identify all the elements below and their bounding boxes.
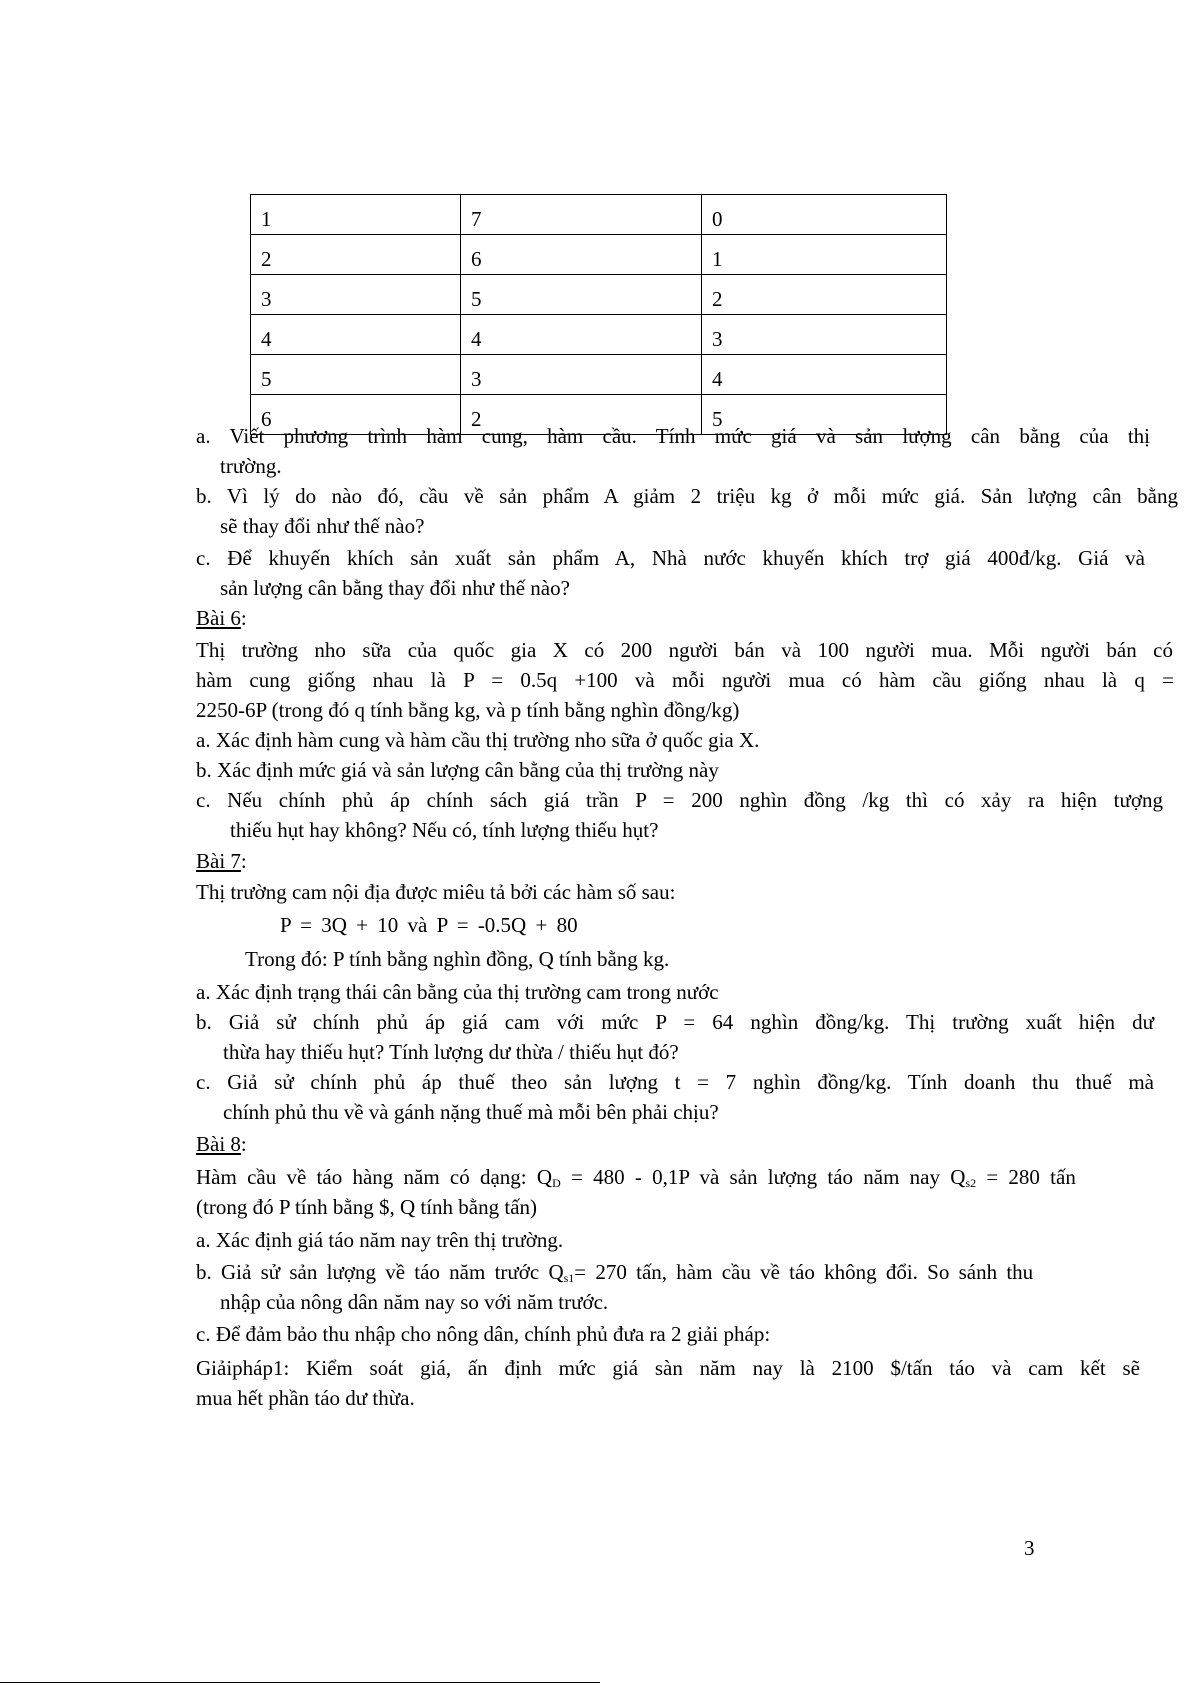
bai5-question-b-line2: sẽ thay đổi như thế nào?	[220, 514, 425, 538]
table-cell: 5	[702, 395, 947, 435]
bai7-heading: Bài 7:	[196, 849, 247, 873]
bai6-heading: Bài 6:	[196, 606, 247, 630]
bai7-question-b-line2: thừa hay thiếu hụt? Tính lượng dư thừa / thiếu hụt đó?	[223, 1040, 679, 1064]
bai8-solution1-line2: mua hết phần táo dư thừa.	[196, 1386, 415, 1410]
table-cell: 5	[251, 355, 461, 395]
bai5-question-c-line1: c. Để khuyến khích sản xuất sản phẩm A, Nhà nước khuyến khích trợ giá 400đ/kg. Giá và	[196, 546, 1145, 570]
table-cell: 4	[251, 315, 461, 355]
table-cell: 6	[251, 395, 461, 435]
table-cell: 3	[702, 315, 947, 355]
table-row	[251, 195, 947, 235]
bai7-text-line1: Thị trường cam nội địa được miêu tả bởi các hàm số sau:	[196, 880, 676, 904]
table-cell: 1	[702, 235, 947, 275]
bai8-text-line2: (trong đó P tính bằng $, Q tính bằng tấn)	[196, 1195, 538, 1219]
table-cell: 4	[702, 355, 947, 395]
bai5-question-b-line1: b. Vì lý do nào đó, cầu về sản phẩm A giảm 2 triệu kg ở mỗi mức giá. Sản lượng cân bằng	[196, 484, 1178, 508]
table-cell: 2	[461, 395, 702, 435]
table-row	[251, 315, 947, 355]
bai8-question-b-line1: b. Giả sử sản lượng về táo năm trước $Q_{s1}= 270$ tấn, hàm cầu về táo không đổi. So sánh thu	[196, 1260, 1034, 1285]
table-cell: 0	[702, 195, 947, 235]
bai6-question-c-line2: thiếu hụt hay không? Nếu có, tính lượng thiếu hụt?	[230, 818, 659, 842]
bai5-question-a-line1: a. Viết phương trình hàm cung, hàm cầu. Tính mức giá và sản lượng cân bằng của thị	[196, 424, 1150, 448]
table-cell: 2	[702, 275, 947, 315]
price-quantity-table	[250, 194, 947, 435]
table-cell: 3	[461, 355, 702, 395]
table-cell: 4	[461, 315, 702, 355]
bai5-question-c-line2: sản lượng cân bằng thay đổi như thế nào?	[220, 576, 570, 600]
table-row	[251, 275, 947, 315]
bai8-heading: Bài 8:	[196, 1132, 247, 1156]
bai7-equations: P = 3Q + 10 và P = -0.5Q + 80	[280, 913, 578, 937]
table-row	[251, 355, 947, 395]
table-cell: 2	[251, 235, 461, 275]
bai8-question-c: c. Để đảm bảo thu nhập cho nông dân, chính phủ đưa ra 2 giải pháp:	[196, 1322, 771, 1346]
bai6-text-line1: Thị trường nho sữa của quốc gia X có 200 người bán và 100 người mua. Mỗi người bán có	[196, 638, 1173, 662]
bai8-solution1-line1: Giảipháp1: Kiểm soát giá, ấn định mức giá sàn năm nay là 2100 $/tấn táo và cam kết sẽ	[196, 1356, 1140, 1380]
bai5-question-a-line2: trường.	[220, 454, 282, 478]
table-cell: 7	[461, 195, 702, 235]
bai8-text-line1: Hàm cầu về táo hàng năm có dạng: $Q_D = 480 - 0,1P$ và sản lượng táo năm nay $Q_{s2} = 280$ tấn	[196, 1165, 1076, 1190]
table-cell: 5	[461, 275, 702, 315]
bai6-text-line2: hàm cung giống nhau là P = 0.5q +100 và mỗi người mua có hàm cầu giống nhau là q =	[196, 668, 1174, 692]
bai8-question-a: a. Xác định giá táo năm nay trên thị trường.	[196, 1228, 564, 1252]
bai6-text-line3: 2250-6P (trong đó q tính bằng kg, và p tính bằng nghìn đồng/kg)	[196, 698, 740, 722]
bai7-question-c-line2: chính phủ thu về và gánh nặng thuế mà mỗi bên phải chịu?	[223, 1100, 719, 1124]
bai8-question-b-line2: nhập của nông dân năm nay so với năm trước.	[220, 1290, 609, 1314]
bai7-question-c-line1: c. Giả sử chính phủ áp thuế theo sản lượng t = 7 nghìn đồng/kg. Tính doanh thu thuế mà	[196, 1070, 1154, 1094]
table-cell: 6	[461, 235, 702, 275]
bai6-question-b: b. Xác định mức giá và sản lượng cân bằng của thị trường này	[196, 758, 719, 782]
bai6-question-a: a. Xác định hàm cung và hàm cầu thị trường nho sữa ở quốc gia X.	[196, 728, 760, 752]
bai6-question-c-line1: c. Nếu chính phủ áp chính sách giá trần P = 200 nghìn đồng /kg thì có xảy ra hiện tượng	[196, 788, 1163, 812]
bai7-units-note: Trong đó: P tính bằng nghìn đồng, Q tính bằng kg.	[245, 947, 670, 971]
bai7-question-b-line1: b. Giả sử chính phủ áp giá cam với mức P = 64 nghìn đồng/kg. Thị trường xuất hiện dư	[196, 1010, 1154, 1034]
page-number: 3	[1024, 1536, 1035, 1560]
table-row	[251, 235, 947, 275]
footer-rule	[0, 1682, 600, 1683]
bai7-question-a: a. Xác định trạng thái cân bằng của thị trường cam trong nước	[196, 980, 719, 1004]
table-cell: 1	[251, 195, 461, 235]
table-cell: 3	[251, 275, 461, 315]
